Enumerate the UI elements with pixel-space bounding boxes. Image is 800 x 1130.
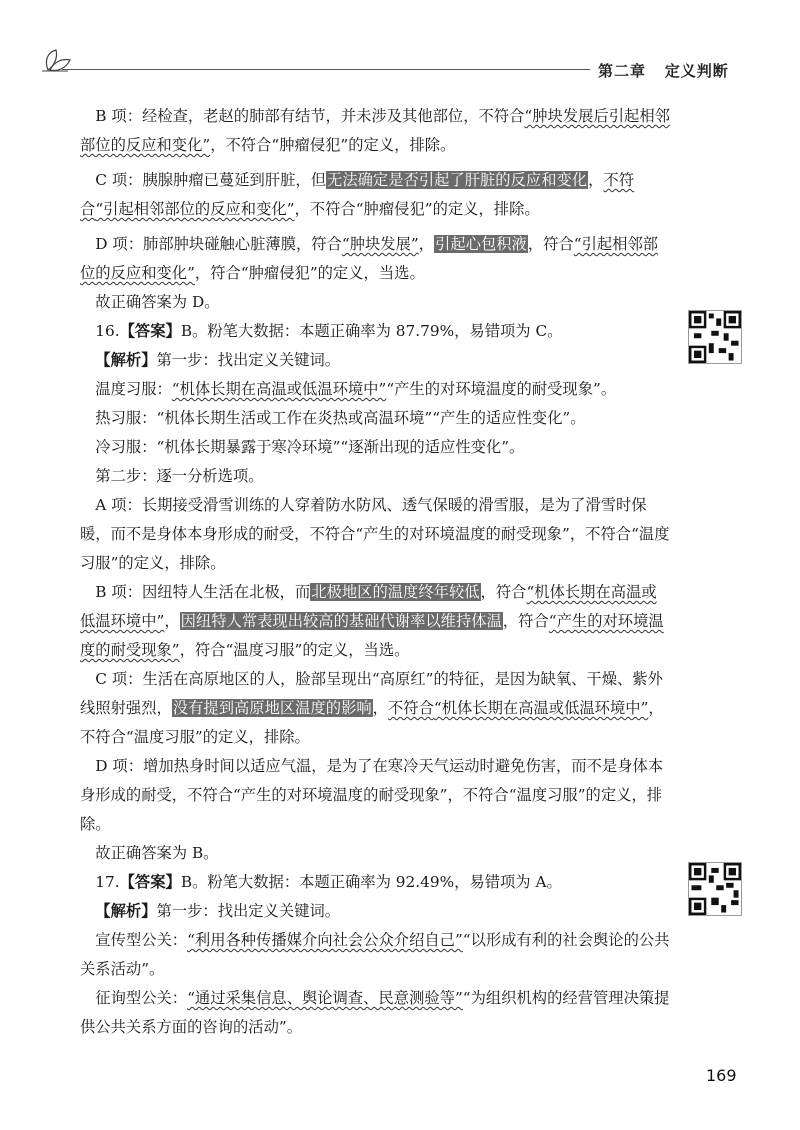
paragraph-b-item: B 项：经检查，老赵的肺部有结节，并未涉及其他部位，不符合“肿块发展后引起相邻部位的反应和变化”，不符合“肿瘤侵犯”的定义，排除。 — [80, 107, 670, 154]
definition-1: 温度习服：“机体长期在高温或低温环境中”“产生的对环境温度的耐受现象”。 — [95, 380, 617, 398]
qr-code-q17[interactable] — [688, 862, 742, 916]
paragraph-d-item: D 项：肺部肿块碰触心脏薄膜，符合“肿块发展”，引起心包积液，符合“引起相邻部位的反应和变化”，符合“肿瘤侵犯”的定义，当选。 — [80, 235, 659, 282]
page-header — [0, 0, 800, 80]
page-body — [80, 102, 670, 1042]
step-2: 第二步：逐一分析选项。 — [95, 467, 264, 485]
paragraph-b16: B 项：因纽特人生活在北极，而北极地区的温度终年较低，符合“机体长期在高温或低温环境中”，因纽特人常表现出较高的基础代谢率以维持体温，符合“产生的对环境温度的耐受现象”，符合“温度习服”的定义，当选。 — [80, 583, 664, 659]
definition-3: 冷习服：“机体长期暴露于寒冷环境”“逐渐出现的适应性变化”。 — [95, 438, 525, 456]
definition-2: 热习服：“机体长期生活或工作在炎热或高温环境”“产生的适应性变化”。 — [95, 409, 586, 427]
definition-4: 宣传型公关：“利用各种传播媒介向社会公众介绍自己”“以形成有利的社会舆论的公共关系活动”。 — [80, 931, 670, 978]
definition-5: 征询型公关：“通过采集信息、舆论调查、民意测验等”“为组织机构的经营管理决策提供公共关系方面的咨询的活动”。 — [80, 989, 670, 1036]
paragraph-c16: C 项：生活在高原地区的人，脸部呈现出“高原红”的特征，是因为缺氧、干燥、紫外线照射强烈，没有提到高原地区温度的影响，不符合“机体长期在高温或低温环境中”，不符合“温度习服”的定义，排除。 — [80, 670, 664, 746]
section-label: 定义判断 — [664, 62, 729, 80]
page-number: 169 — [706, 1066, 737, 1085]
paragraph-a16: A 项：长期接受滑雪训练的人穿着防水防风、透气保暖的滑雪服，是为了滑雪时保暖，而不是身体本身形成的耐受，不符合“产生的对环境温度的耐受现象”，不符合“温度习服”的定义，排除。 — [80, 496, 670, 572]
paragraph-d16: D 项：增加热身时间以适应气温，是为了在寒冷天气运动时避免伤害，而不是身体本身形成的耐受，不符合“产生的对环境温度的耐受现象”，不符合“温度习服”的定义，排除。 — [80, 757, 664, 833]
qr-code-icon — [689, 311, 741, 363]
qr-code-icon — [689, 863, 741, 915]
answer-15: 故正确答案为 D。 — [95, 293, 220, 311]
q16-analysis: 【解析】第一步：找出定义关键词。 — [95, 351, 341, 369]
chapter-title — [598, 60, 729, 81]
q17-answer: 17.【答案】B。粉笔大数据：本题正确率为 92.49%，易错项为 A。 — [95, 873, 562, 891]
header-rule — [62, 69, 590, 70]
paragraph-c-item: C 项：胰腺肿瘤已蔓延到肝脏，但无法确定是否引起了肝脏的反应和变化，不符合“引起相邻部位的反应和变化”，不符合“肿瘤侵犯”的定义，排除。 — [80, 171, 635, 218]
q16-answer: 16.【答案】B。粉笔大数据：本题正确率为 87.79%，易错项为 C。 — [95, 322, 563, 340]
q17-analysis: 【解析】第一步：找出定义关键词。 — [95, 902, 341, 920]
answer-16: 故正确答案为 B。 — [95, 844, 219, 862]
chapter-label: 第二章 — [598, 62, 647, 80]
qr-code-q16[interactable] — [688, 310, 742, 364]
